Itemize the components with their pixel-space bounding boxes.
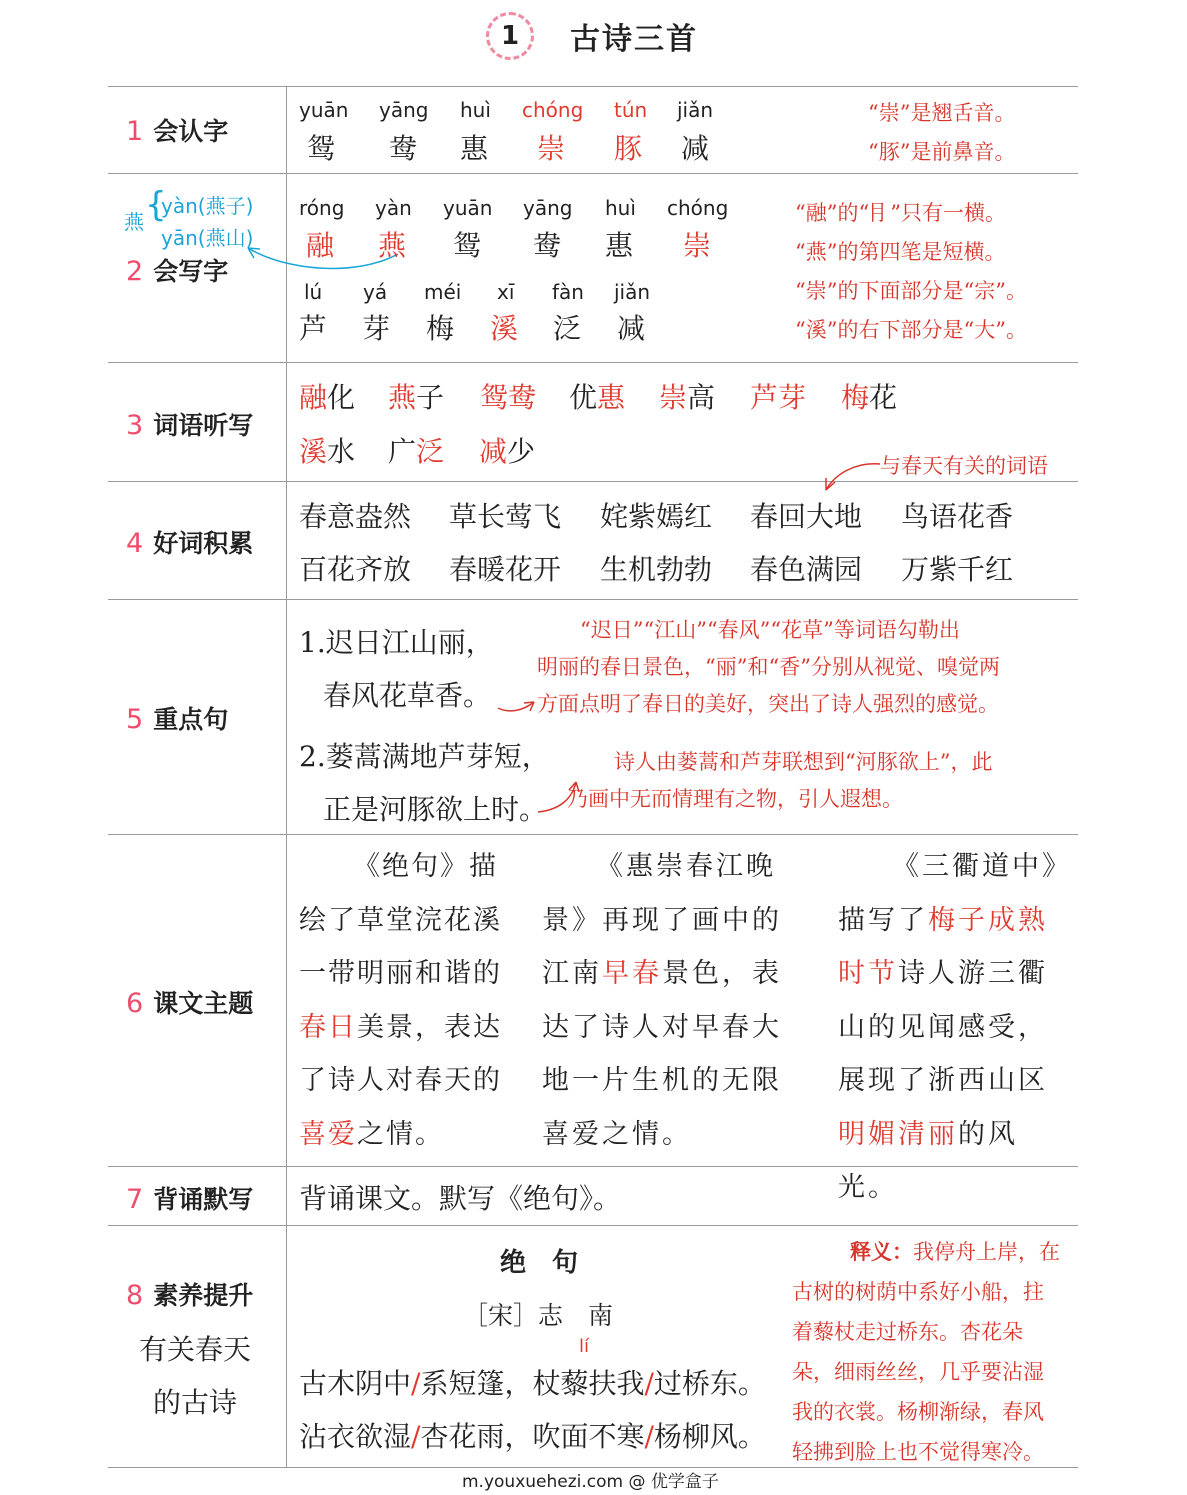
explanation: 轻拂到脸上也不觉得寒冷。 — [792, 1440, 1044, 1464]
pinyin: huì — [605, 196, 636, 220]
annotation: “融”的“⺝”只有一横。 — [795, 201, 1006, 225]
lesson-number-badge: 1 — [486, 12, 534, 60]
character: 梅 — [426, 312, 455, 345]
pinyin: chóng — [667, 196, 729, 220]
character: 芽 — [362, 312, 391, 345]
annotation: “崇”的下面部分是“宗”。 — [795, 279, 1027, 303]
key-sentence: 1.迟日江山丽， — [299, 626, 494, 659]
divider — [108, 173, 1078, 174]
brace-icon: { — [145, 185, 167, 225]
vocab-word: 减少 — [479, 435, 536, 468]
key-sentence: 2.蒌蒿满地芦芽短， — [299, 740, 550, 773]
divider — [108, 1225, 1078, 1226]
section-5-label: 5 重点句 — [126, 704, 229, 735]
poem-line: 沾衣欲湿/杏花雨，吹面不寒/杨柳风。 — [299, 1420, 766, 1453]
divider — [108, 481, 1078, 482]
explanation: 释义：我停舟上岸，在 — [850, 1239, 1060, 1264]
good-word: 生机勃勃 — [600, 553, 713, 586]
good-word: 草长莺飞 — [449, 500, 562, 533]
section-6-label: 6 课文主题 — [126, 988, 254, 1019]
vocab-word: 芦芽 — [750, 381, 807, 414]
explanation: 我的衣裳。杨柳渐绿，春风 — [792, 1400, 1044, 1424]
poem-author: ［宋］志 南 — [463, 1301, 614, 1330]
page-header — [0, 10, 1187, 60]
good-word: 鸟语花香 — [901, 500, 1014, 533]
pinyin: chóng — [522, 98, 584, 122]
vocab-word: 广泛 — [388, 435, 445, 468]
polyphone-char: 燕 — [124, 210, 144, 234]
pinyin-annotation: lí — [579, 1336, 590, 1357]
divider — [108, 599, 1078, 600]
good-word: 春色满园 — [750, 553, 863, 586]
theme-column-2: 《惠崇春江晚景》再现了画中的江南早春景色，表达了诗人对早春大地一片生机的无限喜爱之情。 — [542, 851, 782, 1150]
vocab-word: 融化 — [299, 381, 356, 414]
annotation: “溪”的右下部分是“大”。 — [795, 318, 1027, 342]
vocab-word: 鸳鸯 — [480, 381, 537, 414]
key-sentence: 春风花草香。 — [323, 679, 492, 712]
vocab-word: 梅花 — [841, 381, 898, 414]
pinyin: yāng — [379, 98, 429, 122]
pinyin: yá — [363, 280, 388, 304]
character: 鸯 — [389, 132, 418, 165]
theme-column-3: 《三衢道中》描写了梅子成熟时节诗人游三衢山的见闻感受，展现了浙西山区明媚清丽的风光。 — [838, 851, 1059, 1203]
poem-title: 绝 句 — [500, 1248, 579, 1278]
character: 减 — [681, 132, 710, 165]
vocab-word: 优惠 — [569, 381, 626, 414]
theme-column-1: 《绝句》描绘了草堂浣花溪一带明丽和谐的春日美景，表达了诗人对春天的喜爱之情。 — [299, 851, 502, 1150]
vocab-word: 崇高 — [659, 381, 716, 414]
good-word: 姹紫嫣红 — [600, 500, 713, 533]
good-word: 春暖花开 — [449, 553, 562, 586]
pinyin: huì — [460, 98, 491, 122]
section-1-label: 1 会认字 — [126, 116, 229, 147]
explanation: 着藜杖走过桥东。杏花朵 — [792, 1320, 1023, 1344]
pinyin: jiǎn — [677, 98, 714, 122]
character: 崇 — [537, 132, 566, 165]
character: 泛 — [553, 312, 582, 345]
character: 鸳 — [307, 132, 336, 165]
section-2-label: 2 会写字 — [126, 256, 229, 287]
character: 减 — [617, 312, 646, 345]
pinyin: jiǎn — [614, 280, 651, 304]
divider — [108, 362, 1078, 363]
character: 豚 — [614, 132, 643, 165]
annotation: “豚”是前鼻音。 — [868, 140, 1016, 164]
section-3-label: 3 词语听写 — [126, 410, 254, 441]
annotation: 方面点明了春日的美好，突出了诗人强烈的感觉。 — [537, 692, 999, 716]
pinyin: méi — [424, 280, 462, 304]
annotation: 乃画中无而情理有之物，引人遐想。 — [567, 787, 903, 811]
pinyin: lú — [304, 280, 323, 304]
annotation: 明丽的春日景色，“丽”和“香”分别从视觉、嗅觉两 — [537, 655, 1000, 679]
page-title: 古诗三首 — [570, 22, 698, 57]
good-word: 春回大地 — [750, 500, 863, 533]
character: 融 — [306, 229, 335, 262]
character: 芦 — [299, 312, 328, 345]
key-sentence: 正是河豚欲上时。 — [323, 793, 548, 826]
pinyin: tún — [614, 98, 648, 122]
recite-instruction: 背诵课文。默写《绝句》。 — [299, 1182, 622, 1215]
good-word: 百花齐放 — [299, 553, 412, 586]
good-word: 万紫千红 — [901, 553, 1014, 586]
character: 溪 — [490, 312, 519, 345]
column-divider — [286, 86, 287, 1467]
section-8-subtitle: 有关春天 — [139, 1333, 252, 1366]
pinyin: yuān — [443, 196, 493, 220]
pinyin: róng — [299, 196, 345, 220]
explanation: 朵，细雨丝丝，几乎要沾湿 — [792, 1360, 1044, 1384]
section-4-label: 4 好词积累 — [126, 528, 254, 559]
section-8-subtitle: 的古诗 — [153, 1386, 238, 1419]
character: 鸳 — [453, 229, 482, 262]
pinyin: fàn — [552, 280, 584, 304]
red-arrow-icon — [820, 458, 885, 494]
red-arrow-icon — [536, 778, 580, 816]
divider — [108, 86, 1078, 87]
pinyin: xī — [497, 280, 515, 304]
annotation: “燕”的第四笔是短横。 — [795, 240, 1006, 264]
section-8-label: 8 素养提升 — [126, 1280, 254, 1311]
section-7-label: 7 背诵默写 — [126, 1184, 254, 1215]
footer-watermark: m.youxuehezi.com @ 优学盒子 — [462, 1472, 719, 1492]
character: 崇 — [683, 229, 712, 262]
red-arrow-icon — [496, 694, 540, 716]
pinyin: yuān — [299, 98, 349, 122]
pinyin: yàn — [375, 196, 412, 220]
character: 燕 — [378, 229, 407, 262]
explanation: 古树的树荫中系好小船，拄 — [792, 1280, 1044, 1304]
character: 惠 — [460, 132, 489, 165]
annotation: 诗人由蒌蒿和芦芽联想到“河豚欲上”，此 — [614, 750, 993, 774]
pinyin: yāng — [523, 196, 573, 220]
character: 惠 — [605, 229, 634, 262]
good-word: 春意盎然 — [299, 500, 412, 533]
vocab-word: 燕子 — [388, 381, 445, 414]
annotation: “崇”是翘舌音。 — [868, 101, 1016, 125]
vocab-word: 溪水 — [299, 435, 356, 468]
divider — [108, 834, 1078, 835]
polyphone-reading-2: yān(燕山) — [161, 226, 254, 250]
character: 鸯 — [533, 229, 562, 262]
annotation: 与春天有关的词语 — [880, 454, 1048, 478]
annotation: “迟日”“江山”“春风”“花草”等词语勾勒出 — [580, 618, 960, 642]
polyphone-reading-1: yàn(燕子) — [161, 194, 254, 218]
poem-line: 古木阴中/系短篷，杖藜扶我/过桥东。 — [299, 1367, 766, 1400]
